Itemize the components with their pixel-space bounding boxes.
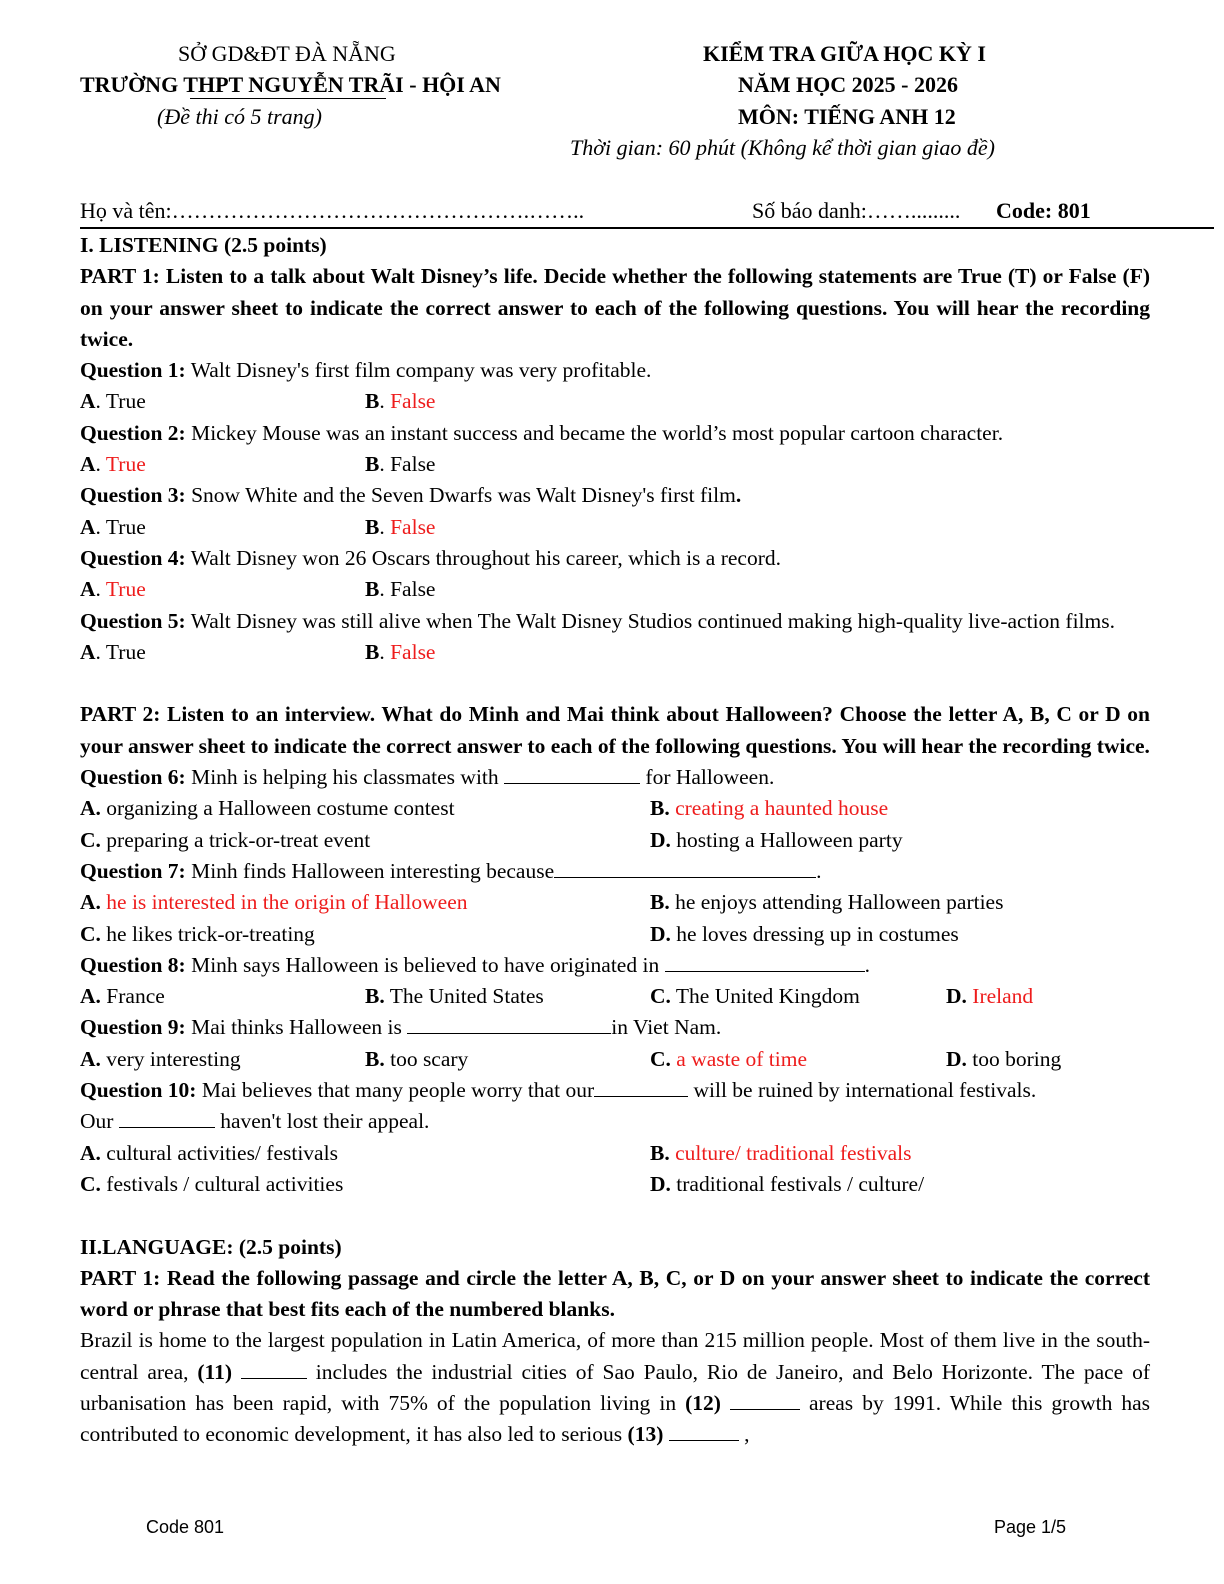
- question-4-options: [80, 574, 1150, 605]
- question-7: Question 7: Minh finds Halloween interesting because .: [80, 858, 822, 883]
- student-id-field: Số báo danh:…….........: [752, 198, 961, 223]
- time-limit: Thời gian: 60 phút (Không kể thời gian giao đề): [570, 135, 995, 160]
- option-a[interactable]: A. True: [80, 639, 146, 664]
- option-b[interactable]: B. False: [365, 514, 436, 539]
- school-name: TRƯỜNG THPT NGUYỄN TRÃI - HỘI AN: [80, 72, 501, 97]
- option-b[interactable]: B. False: [365, 389, 436, 414]
- question-text: Mickey Mouse was an instant success and became the world’s most popular cartoon character.: [185, 420, 1004, 445]
- option-d[interactable]: D. too boring: [946, 1046, 1062, 1071]
- option-b[interactable]: B. False: [365, 639, 436, 664]
- question-label: Question 2:: [80, 420, 186, 445]
- question-10-line2: Our haven't lost their appeal.: [80, 1109, 430, 1134]
- option-a[interactable]: A. True: [80, 452, 146, 477]
- question-10-options-ab: [80, 1138, 1150, 1169]
- question-text: Walt Disney won 26 Oscars throughout his career, which is a record.: [185, 545, 781, 570]
- option-b[interactable]: B. he enjoys attending Halloween parties: [650, 890, 1004, 915]
- reading-passage: Brazil is home to the largest population in Latin America, of more than 215 million people. Most of them live in the south-central area, (11) includes the industrial cities of Sao Paulo, Rio de Janeiro, and Belo Horizonte. The pace of urbanisation has been rapid, with 75% of the population living in (12) areas by 1991. While this growth has contributed to economic development, it has also led to serious (13) ,: [80, 1328, 1151, 1447]
- school-name-underline: [190, 98, 386, 99]
- school-department: SỞ GD&ĐT ĐÀ NẴNG: [178, 41, 396, 66]
- question-text: Walt Disney was still alive when The Walt Disney Studios continued making high-quality live-action films.: [185, 608, 1115, 633]
- option-b[interactable]: B. culture/ traditional festivals: [650, 1140, 912, 1165]
- option-a[interactable]: A. True: [80, 577, 146, 602]
- option-c[interactable]: C. festivals / cultural activities: [80, 1171, 344, 1196]
- question-label: Question 1:: [80, 358, 186, 383]
- option-c[interactable]: C. The United Kingdom: [650, 984, 860, 1009]
- question-9: Question 9: Mai thinks Halloween is in Viet Nam.: [80, 1015, 722, 1040]
- question-1: [80, 355, 1150, 386]
- header-divider: [80, 227, 1214, 229]
- student-name-field: Họ và tên:………………………………………….……..: [80, 198, 585, 223]
- option-d[interactable]: D. traditional festivals / culture/: [650, 1171, 925, 1196]
- question-4: [80, 543, 1150, 574]
- option-b[interactable]: B. creating a haunted house: [650, 796, 889, 821]
- section-listening-title: I. LISTENING (2.5 points): [80, 233, 327, 257]
- question-6-options-cd: [80, 825, 1150, 856]
- question-5-options: [80, 637, 1150, 668]
- option-a[interactable]: A. very interesting: [80, 1046, 241, 1071]
- question-10: Question 10: Mai believes that many people worry that our will be ruined by international festivals.: [80, 1078, 1037, 1103]
- question-label: Question 5:: [80, 608, 186, 633]
- option-a[interactable]: A. True: [80, 514, 146, 539]
- option-a[interactable]: A. he is interested in the origin of Halloween: [80, 890, 468, 915]
- question-label: Question 4:: [80, 545, 186, 570]
- exam-title: KIỂM TRA GIỮA HỌC KỲ I: [703, 41, 986, 66]
- question-2: [80, 418, 1150, 449]
- page-count-note: (Đề thi có 5 trang): [157, 104, 322, 129]
- option-c[interactable]: C. preparing a trick-or-treat event: [80, 827, 371, 852]
- option-d[interactable]: D. Ireland: [946, 984, 1034, 1009]
- exam-code: Code: 801: [996, 198, 1091, 223]
- question-text: Walt Disney's first film company was very profitable.: [185, 358, 652, 383]
- question-8-options: [80, 981, 1150, 1012]
- footer-page-number: Page 1/5: [994, 1517, 1067, 1537]
- option-b[interactable]: B. too scary: [365, 1046, 469, 1071]
- option-c[interactable]: C. he likes trick-or-treating: [80, 921, 315, 946]
- option-d[interactable]: D. hosting a Halloween party: [650, 827, 903, 852]
- section-language-title: II.LANGUAGE: (2.5 points): [80, 1234, 342, 1259]
- question-1-options: [80, 386, 1150, 417]
- option-b[interactable]: B. The United States: [365, 984, 544, 1009]
- question-6: Question 6: Minh is helping his classmates with for Halloween.: [80, 765, 775, 790]
- option-a[interactable]: A. True: [80, 389, 146, 414]
- option-b[interactable]: B. False: [365, 452, 436, 477]
- option-c[interactable]: C. a waste of time: [650, 1046, 808, 1071]
- question-10-options-cd: [80, 1169, 1150, 1200]
- listening-part1-instructions: PART 1: Listen to a talk about Walt Disney’s life. Decide whether the following statements are True (T) or False (F) on your answer sheet to indicate the correct answer to each of the following questions. You will hear the recording twice.: [80, 264, 1150, 351]
- question-2-options: [80, 449, 1150, 480]
- question-3: Question 3: Snow White and the Seven Dwarfs was Walt Disney's first film.: [80, 483, 742, 508]
- question-5: [80, 606, 1120, 637]
- question-6-options-ab: [80, 793, 1150, 824]
- question-label: Question 3:: [80, 483, 186, 508]
- subject: MÔN: TIẾNG ANH 12: [738, 104, 956, 129]
- option-b[interactable]: B. False: [365, 577, 436, 602]
- question-8: Question 8: Minh says Halloween is believed to have originated in .: [80, 952, 870, 977]
- option-a[interactable]: A. France: [80, 984, 165, 1009]
- exam-content: [80, 230, 1150, 1451]
- question-7-options-ab: [80, 887, 1150, 918]
- option-a[interactable]: A. cultural activities/ festivals: [80, 1140, 338, 1165]
- school-year: NĂM HỌC 2025 - 2026: [738, 72, 958, 97]
- question-7-options-cd: [80, 919, 1150, 950]
- question-text: Snow White and the Seven Dwarfs was Walt Disney's first film: [185, 483, 736, 508]
- language-part1-instructions: PART 1: Read the following passage and circle the letter A, B, C, or D on your answer sheet to indicate the correct word or phrase that best fits each of the numbered blanks.: [80, 1265, 1150, 1322]
- listening-part2-instructions: PART 2: Listen to an interview. What do Minh and Mai think about Halloween? Choose the letter A, B, C or D on your answer sheet to indicate the correct answer to each of the following questions. You will hear the recording twice.: [80, 702, 1150, 758]
- option-a[interactable]: A. organizing a Halloween costume contest: [80, 796, 455, 821]
- footer-code: Code 801: [146, 1517, 225, 1537]
- question-3-options: [80, 512, 1150, 543]
- option-d[interactable]: D. he loves dressing up in costumes: [650, 921, 959, 946]
- question-9-options: [80, 1044, 1150, 1075]
